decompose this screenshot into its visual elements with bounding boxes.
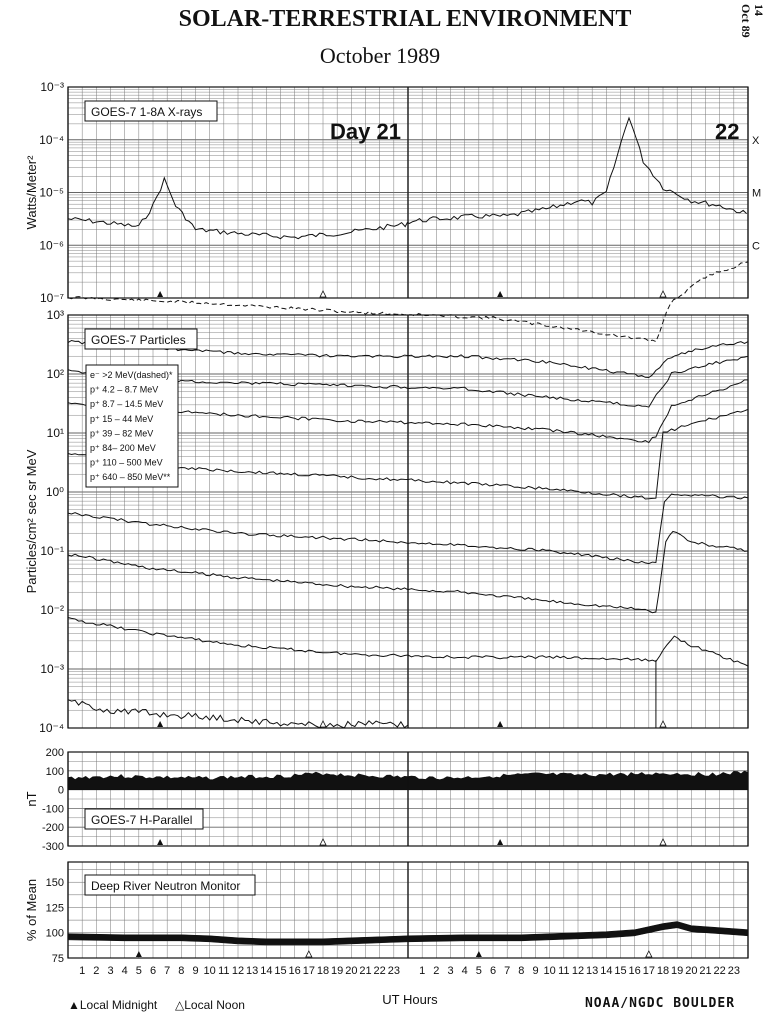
legend-entry: p⁺ 15 – 44 MeV xyxy=(90,413,154,424)
local-midnight-marker xyxy=(157,291,163,297)
y-axis-label: % of Mean xyxy=(24,878,39,942)
hour-tick-label: 2 xyxy=(433,965,440,977)
hour-tick-label: 20 xyxy=(685,965,698,977)
panel-label: GOES-7 H-Parallel xyxy=(91,813,193,827)
local-midnight-marker xyxy=(157,721,163,727)
flare-class-label: C xyxy=(752,240,760,253)
hour-tick-label: 11 xyxy=(558,965,570,977)
y-tick-label: 150 xyxy=(45,877,64,890)
hour-tick-label: 8 xyxy=(178,965,185,977)
local-noon-marker xyxy=(660,839,666,845)
hour-tick-label: 15 xyxy=(614,965,627,977)
local-midnight-marker xyxy=(497,721,503,727)
hour-tick-label: 11 xyxy=(218,965,230,977)
y-tick-label: 10⁻⁴ xyxy=(39,721,64,735)
hour-tick-label: 9 xyxy=(192,965,199,977)
y-tick-label: 10⁻³ xyxy=(40,662,64,676)
legend-local-noon: △Local Noon xyxy=(175,998,245,1012)
hour-tick-label: 6 xyxy=(149,965,157,977)
local-midnight-marker xyxy=(497,839,503,845)
local-noon-marker xyxy=(660,291,666,297)
y-axis-label: Watts/Meter² xyxy=(24,155,39,230)
hour-tick-label: 22 xyxy=(373,965,386,977)
y-tick-label: 10⁻³ xyxy=(40,80,64,94)
day-label-21: Day 21 xyxy=(330,119,401,144)
legend-entry: p⁺ 39 – 82 MeV xyxy=(90,428,154,439)
y-tick-label: 10⁻² xyxy=(40,603,64,617)
y-tick-label: 200 xyxy=(45,747,64,759)
y-tick-label: 10⁻¹ xyxy=(40,544,64,558)
y-tick-label: 100 xyxy=(45,765,64,778)
y-tick-label: 10⁻⁷ xyxy=(39,291,64,305)
hour-tick-label: 21 xyxy=(359,965,372,977)
hour-tick-label: 19 xyxy=(331,965,344,977)
y-tick-label: -300 xyxy=(41,841,64,853)
y-tick-label: 75 xyxy=(51,953,64,965)
hour-tick-label: 13 xyxy=(586,965,599,977)
legend-local-midnight: ▲Local Midnight xyxy=(68,998,158,1012)
figure-subtitle: October 1989 xyxy=(319,43,441,68)
hour-tick-label: 2 xyxy=(93,965,100,977)
y-axis-label: Particles/cm² sec sr MeV xyxy=(24,449,39,594)
legend-entry: p⁺ 640 – 850 MeV** xyxy=(90,472,171,483)
hour-tick-label: 3 xyxy=(447,965,454,977)
local-noon-marker xyxy=(646,951,652,957)
hour-tick-label: 16 xyxy=(628,965,641,977)
x-axis-label: UT Hours xyxy=(382,992,438,1007)
hour-tick-label: 14 xyxy=(600,965,613,977)
hour-tick-label: 17 xyxy=(642,965,655,977)
panel-label: GOES-7 Particles xyxy=(91,333,186,347)
hour-tick-label: 6 xyxy=(489,965,497,977)
hour-tick-label: 18 xyxy=(316,965,330,977)
hparallel-panel xyxy=(24,747,748,853)
hour-tick-label: 13 xyxy=(246,965,259,977)
y-tick-label: 10¹ xyxy=(46,426,64,440)
hour-tick-label: 20 xyxy=(345,965,358,977)
hour-tick-label: 3 xyxy=(107,965,114,977)
flare-class-label: X xyxy=(752,134,760,147)
hour-tick-label: 10 xyxy=(543,965,556,977)
hour-tick-label: 19 xyxy=(671,965,684,977)
corner-day: 14 xyxy=(752,4,766,16)
y-tick-label: 100 xyxy=(45,927,64,940)
legend-entry: p⁺ 8.7 – 14.5 MeV xyxy=(90,399,164,410)
neutron-panel xyxy=(24,862,748,965)
local-noon-marker xyxy=(320,839,326,845)
legend-entry: e⁻ >2 MeV(dashed)* xyxy=(90,370,173,380)
hour-tick-label: 12 xyxy=(571,965,585,977)
hour-tick-label: 22 xyxy=(713,965,726,977)
panel-label: Deep River Neutron Monitor xyxy=(91,879,241,893)
xray-panel xyxy=(24,80,761,305)
y-axis-label: nT xyxy=(24,791,39,807)
local-midnight-marker xyxy=(476,951,482,957)
corner-date: Oct 89 xyxy=(739,4,753,38)
y-tick-label: 10⁻⁵ xyxy=(39,185,64,200)
legend-entry: p⁺ 110 – 500 MeV xyxy=(90,457,163,468)
y-tick-label: 10⁻⁶ xyxy=(39,238,64,253)
hour-tick-label: 7 xyxy=(504,965,511,977)
hour-tick-label: 17 xyxy=(302,965,315,977)
hour-tick-label: 23 xyxy=(727,965,740,977)
hour-tick-label: 16 xyxy=(288,965,301,977)
hour-tick-label: 4 xyxy=(121,965,128,977)
hour-tick-label: 10 xyxy=(203,965,216,977)
y-tick-label: 125 xyxy=(45,902,64,915)
y-tick-label: 10⁰ xyxy=(45,485,64,499)
hour-tick-label: 21 xyxy=(699,965,712,977)
hour-tick-label: 8 xyxy=(518,965,525,977)
hour-tick-label: 1 xyxy=(79,965,86,977)
legend-entry: p⁺ 84– 200 MeV xyxy=(90,443,156,453)
hour-tick-label: 15 xyxy=(274,965,287,977)
y-tick-label: 0 xyxy=(57,784,64,797)
local-midnight-marker xyxy=(136,951,142,957)
day-label-22: 22 xyxy=(715,119,740,144)
local-noon-marker xyxy=(320,721,326,727)
figure-title: SOLAR-TERRESTRIAL ENVIRONMENT xyxy=(178,6,632,32)
hour-tick-label: 1 xyxy=(419,965,426,977)
local-midnight-marker xyxy=(157,839,163,845)
hour-tick-label: 9 xyxy=(532,965,539,977)
particles-panel xyxy=(24,262,748,735)
panel-label: GOES-7 1-8A X-rays xyxy=(91,105,203,119)
hour-tick-label: 18 xyxy=(656,965,670,977)
hour-tick-label: 23 xyxy=(387,965,400,977)
local-noon-marker xyxy=(660,721,666,727)
hour-tick-labels xyxy=(79,965,740,977)
y-tick-label: 10² xyxy=(46,367,64,381)
hour-tick-label: 14 xyxy=(260,965,273,977)
flare-class-label: M xyxy=(752,187,762,200)
hour-tick-label: 5 xyxy=(475,965,482,977)
local-noon-marker xyxy=(320,291,326,297)
y-tick-label: -200 xyxy=(41,822,64,835)
local-noon-marker xyxy=(306,951,312,957)
legend-box xyxy=(86,365,178,487)
hour-tick-label: 12 xyxy=(231,965,245,977)
credit-label: NOAA/NGDC BOULDER xyxy=(584,996,736,1011)
hour-tick-label: 7 xyxy=(164,965,171,977)
local-midnight-marker xyxy=(497,291,503,297)
y-tick-label: -100 xyxy=(41,803,64,816)
y-tick-label: 10³ xyxy=(46,308,64,322)
y-tick-label: 10⁻⁴ xyxy=(39,132,64,147)
hour-tick-label: 4 xyxy=(461,965,468,977)
legend-entry: p⁺ 4.2 – 8.7 MeV xyxy=(90,384,159,395)
hour-tick-label: 5 xyxy=(135,965,142,977)
